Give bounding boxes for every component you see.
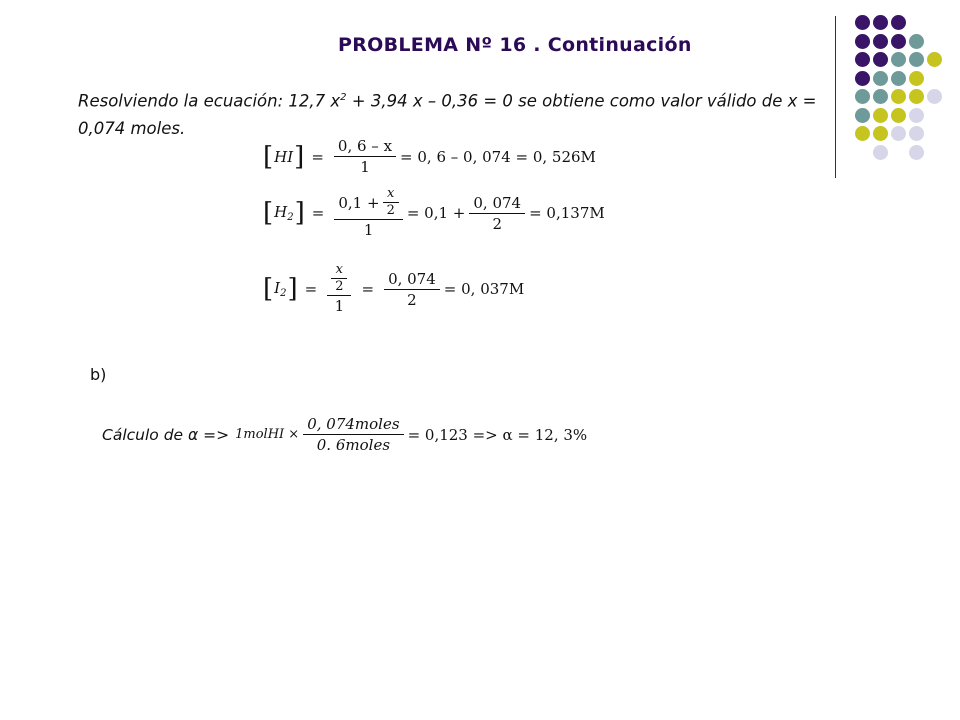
decorative-dot	[909, 89, 924, 104]
decorative-dot	[891, 71, 906, 86]
calc-denominator: 0. 6moles	[316, 436, 391, 454]
species-hi: HI	[274, 147, 294, 166]
result-h2: = 0,137M	[529, 204, 605, 222]
decorative-dot	[855, 71, 870, 86]
fraction-denominator: 1	[334, 297, 345, 315]
calc-result: = 0,123 => α = 12, 3%	[407, 425, 588, 444]
decorative-dot	[873, 52, 888, 67]
fraction-hi	[334, 136, 396, 177]
intro-paragraph	[78, 84, 818, 142]
decorative-dot	[855, 126, 870, 141]
decorative-dot	[891, 126, 906, 141]
decorative-dot	[909, 126, 924, 141]
divider-line	[835, 16, 836, 178]
decorative-dot	[891, 52, 906, 67]
bracket-close: ]	[294, 141, 305, 172]
page-title: PROBLEMA Nº 16 . Continuación	[338, 34, 692, 56]
fraction-i2-value: $\frac{0, 074}{2}$	[384, 269, 440, 310]
result-i2: = 0, 037M	[443, 280, 525, 298]
decorative-dot	[855, 34, 870, 49]
fraction-denominator: 1	[363, 221, 374, 239]
decorative-dot	[909, 52, 924, 67]
fraction-numerator: $\frac{x}{2}$	[327, 262, 351, 295]
equation-hi	[262, 136, 596, 177]
bracket-open: [	[263, 198, 274, 228]
species-h2: $H_2$	[274, 203, 294, 223]
fraction-h2	[334, 186, 402, 240]
result-hi: = 0, 6 – 0, 074 = 0, 526M	[400, 147, 596, 166]
decorative-dot	[873, 71, 888, 86]
decorative-dot	[855, 52, 870, 67]
intro-text-post: + 3,94 x – 0,36 = 0 se obtiene como valor válido de x = 0,074 moles.	[78, 91, 817, 138]
equation-i2: [ $I_2$ ] = $\frac{\frac{x}{2}}{1}$ = $\frac{0, 074}{2}$ = 0, 037M	[263, 262, 525, 315]
bracket-open: [	[263, 141, 274, 172]
decorative-dot	[891, 34, 906, 49]
decorative-dot	[873, 15, 888, 30]
bracket-close: ]	[287, 274, 298, 304]
part-b-label: b)	[90, 365, 107, 384]
equals-sign: =	[311, 204, 325, 222]
decorative-dot	[891, 108, 906, 123]
species-i2: $I_2$	[274, 279, 287, 299]
decorative-dot	[927, 52, 942, 67]
fraction-numerator: 0, 6 – x	[337, 137, 393, 155]
bracket-close: ]	[294, 198, 305, 228]
fraction-numerator: 0,1 + $\frac{x}{2}$	[334, 186, 402, 219]
decorative-dot	[927, 89, 942, 104]
decorative-dot	[873, 34, 888, 49]
decorative-dot	[855, 15, 870, 30]
equals-sign: =	[304, 280, 318, 298]
decorative-dot	[873, 108, 888, 123]
bracket-open: [	[263, 274, 274, 304]
intro-text-pre: Resolviendo la ecuación: 12,7 x	[78, 91, 341, 111]
decorative-dot	[855, 108, 870, 123]
calc-fraction	[303, 414, 403, 455]
mid-h2: = 0,1 +	[406, 204, 466, 222]
decorative-dot	[909, 34, 924, 49]
fraction-i2	[327, 262, 351, 316]
decorative-dot	[855, 89, 870, 104]
decorative-dot	[909, 145, 924, 160]
decorative-dot	[909, 71, 924, 86]
decorative-dot	[891, 15, 906, 30]
equation-h2	[262, 186, 605, 240]
decorative-dot	[873, 145, 888, 160]
calc-numerator: 0, 074moles	[307, 415, 400, 433]
decorative-dot	[873, 126, 888, 141]
fraction-denominator: 1	[360, 158, 370, 176]
fraction-h2-value: $\frac{0, 074}{2}$	[469, 193, 525, 234]
decorative-dot	[909, 108, 924, 123]
alpha-calculation	[102, 414, 587, 455]
decorative-dot	[873, 89, 888, 104]
calc-label: Cálculo de α =>	[102, 425, 230, 444]
calc-lead: 1molHI ×	[235, 427, 300, 442]
intro-exponent: 2	[340, 92, 347, 103]
equals-sign: =	[311, 147, 324, 166]
decorative-dot	[891, 89, 906, 104]
